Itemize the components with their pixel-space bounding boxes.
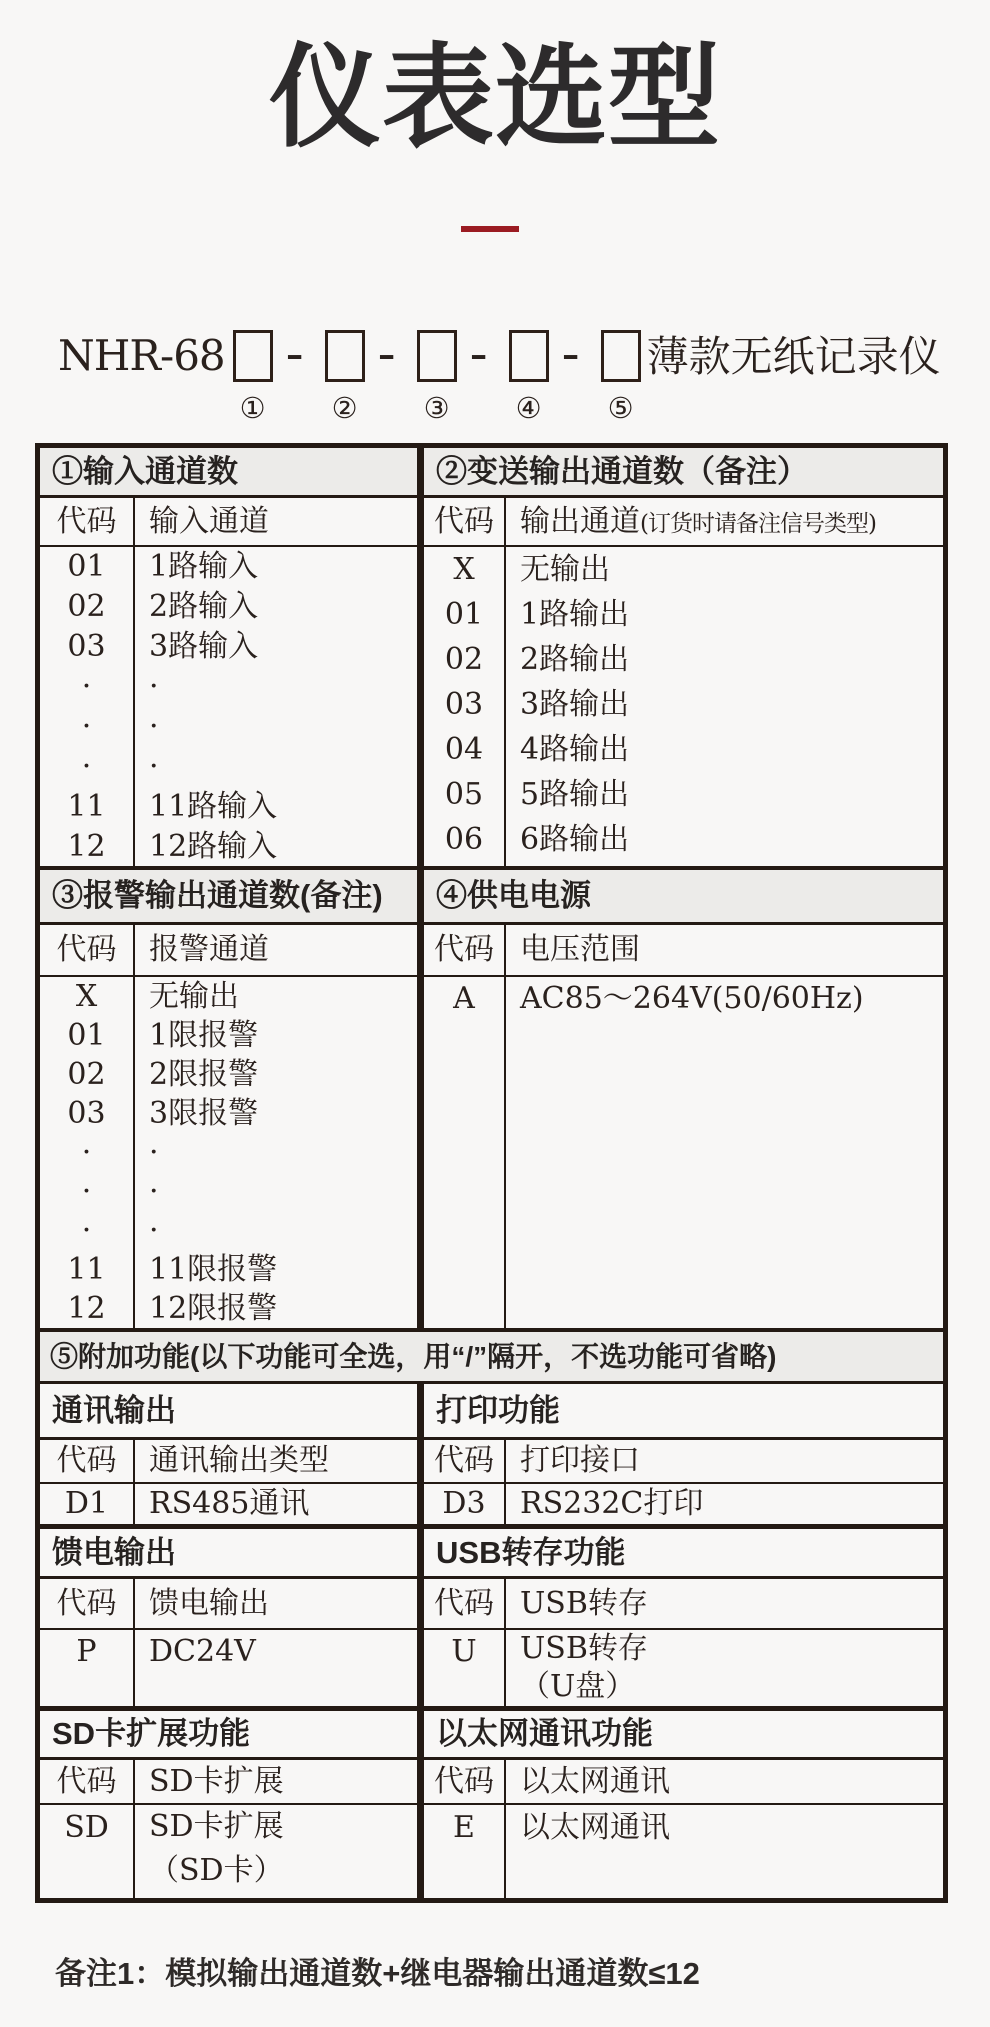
block3-right-desc xyxy=(506,1805,943,1898)
model-slot-3 xyxy=(417,330,457,423)
section5-title: ⑤附加功能(以下功能可全选，用“/”隔开，不选功能可省略) xyxy=(40,1332,943,1381)
block2-right-code-header: 代码 xyxy=(434,1586,494,1621)
block3-subheader-row xyxy=(40,1760,943,1803)
center-divider xyxy=(417,1440,424,1482)
footnote-remark1: 备注1：模拟输出通道数+继电器输出通道数≤12 xyxy=(55,1956,700,1991)
sec3-desc-header: 报警通道 xyxy=(149,932,269,967)
block2-right-desc-header: USB转存 xyxy=(520,1586,648,1621)
sec1-code-header: 代码 xyxy=(56,504,117,539)
list-line: · xyxy=(81,1135,92,1170)
section5-header-row xyxy=(40,1332,943,1381)
block1-right-desc xyxy=(506,1484,943,1524)
block2-right-code: U xyxy=(451,1634,477,1669)
center-divider xyxy=(417,1484,424,1524)
list-line: 12限报警 xyxy=(149,1291,278,1326)
section1-title: ①输入通道数 xyxy=(40,448,417,495)
center-divider xyxy=(417,498,424,545)
slot-number-label: ⑤ xyxy=(607,391,634,425)
block1-subheader-row xyxy=(40,1440,943,1482)
slot-number-label: ① xyxy=(239,391,266,425)
model-slot-box xyxy=(417,330,457,382)
center-divider xyxy=(417,547,424,866)
list-line: 1限报警 xyxy=(149,1018,259,1053)
list-line: RS232C打印 xyxy=(520,1486,704,1521)
list-line: · xyxy=(149,709,159,744)
list-line: 11 xyxy=(67,789,106,824)
model-slot-2 xyxy=(325,330,365,423)
model-dash: – xyxy=(562,335,580,375)
list-line: 05 xyxy=(444,777,484,812)
list-line: 01 xyxy=(67,1018,106,1053)
block3-right-desc-header: 以太网通讯 xyxy=(520,1764,670,1799)
list-line: 11 xyxy=(67,1252,106,1287)
section34-body xyxy=(40,977,943,1328)
section4-title: ④供电电源 xyxy=(424,870,943,922)
list-line: RS485通讯 xyxy=(149,1486,310,1521)
list-line: 03 xyxy=(67,629,106,664)
sec4-code-value: A xyxy=(453,981,475,1016)
slot-number-label: ④ xyxy=(515,391,542,425)
list-line: 无输出 xyxy=(149,979,239,1014)
list-line: 01 xyxy=(67,549,106,584)
center-divider xyxy=(417,977,424,1328)
sec4-code-header: 代码 xyxy=(434,932,494,967)
list-line: 04 xyxy=(444,732,484,767)
block1-right-code-header: 代码 xyxy=(434,1443,494,1478)
block2-subheader-row xyxy=(40,1579,943,1628)
model-dash: – xyxy=(378,335,396,375)
list-line: · xyxy=(81,749,92,784)
block3-left-desc-header: SD卡扩展 xyxy=(149,1764,284,1799)
sec4-desc-value: AC85～264V(50/60Hz) xyxy=(520,981,864,1016)
list-line: X xyxy=(453,552,475,587)
block1-left-title: 通讯输出 xyxy=(52,1393,176,1428)
model-slot-1 xyxy=(233,330,273,423)
list-line: 02 xyxy=(67,1057,106,1092)
list-line: 无输出 xyxy=(520,552,610,587)
list-line: 4路输出 xyxy=(520,732,630,767)
block2-right-desc xyxy=(506,1630,943,1706)
section12-subheader-row xyxy=(40,498,943,545)
section34-subheader-row xyxy=(40,925,943,975)
center-divider xyxy=(417,1579,424,1628)
list-line: 3路输入 xyxy=(149,629,259,664)
list-line: DC24V xyxy=(149,1634,256,1669)
sec1-code-list xyxy=(40,547,133,866)
section12-header-row xyxy=(40,448,943,495)
list-line: 06 xyxy=(444,822,484,857)
list-line: 2路输出 xyxy=(520,642,630,677)
center-divider xyxy=(417,1529,424,1576)
sec3-code-header: 代码 xyxy=(56,932,117,967)
block2-left-title: 馈电输出 xyxy=(52,1535,176,1570)
model-dash: – xyxy=(470,335,488,375)
list-line: · xyxy=(149,749,159,784)
block1-right-desc-header: 打印接口 xyxy=(520,1443,640,1478)
list-line: 3限报警 xyxy=(149,1096,259,1131)
slot-number-label: ③ xyxy=(423,391,450,425)
list-line: （SD卡） xyxy=(149,1853,284,1888)
list-line: 03 xyxy=(444,687,484,722)
block3-title-row xyxy=(40,1711,943,1757)
block3-right-code: E xyxy=(453,1810,475,1845)
list-line: · xyxy=(149,1174,159,1209)
model-code-line xyxy=(58,330,941,423)
model-slot-box xyxy=(325,330,365,382)
section2-title: ②变送输出通道数（备注） xyxy=(424,448,943,495)
block1-left-code-header: 代码 xyxy=(56,1443,117,1478)
title-underline-rule xyxy=(461,226,519,232)
block1-right-title: 打印功能 xyxy=(436,1393,560,1428)
sec2-desc-list xyxy=(506,547,943,866)
sec2-code-list xyxy=(424,547,504,866)
list-line: 02 xyxy=(67,589,106,624)
sec2-code-header: 代码 xyxy=(434,504,494,539)
block3-left-desc xyxy=(135,1805,417,1898)
model-prefix: NHR-68 xyxy=(58,331,225,380)
block2-left-desc-header: 馈电输出 xyxy=(149,1586,269,1621)
list-line: 5路输出 xyxy=(520,777,630,812)
section3-title: ③报警输出通道数(备注) xyxy=(40,870,417,922)
block3-value-row xyxy=(40,1805,943,1898)
sec2-desc-note: (订货时请备注信号类型) xyxy=(640,511,876,537)
center-divider xyxy=(417,1711,424,1757)
model-slot-box xyxy=(509,330,549,382)
list-line: 1路输入 xyxy=(149,549,259,584)
center-divider xyxy=(417,925,424,975)
list-line: USB转存 xyxy=(520,1631,648,1666)
list-line: · xyxy=(81,1213,92,1248)
model-slot-box xyxy=(601,330,641,382)
block3-left-code: SD xyxy=(64,1810,109,1845)
list-line: · xyxy=(149,1213,159,1248)
sec4-desc-header: 电压范围 xyxy=(520,932,640,967)
model-slot-4 xyxy=(509,330,549,423)
list-line: 6路输出 xyxy=(520,822,630,857)
list-line: 2路输入 xyxy=(149,589,259,624)
block3-right-title: 以太网通讯功能 xyxy=(436,1716,653,1751)
block3-left-code-header: 代码 xyxy=(56,1764,117,1799)
list-line: · xyxy=(149,1135,159,1170)
list-line: · xyxy=(149,669,159,704)
list-line: 11路输入 xyxy=(149,789,278,824)
center-divider xyxy=(417,1384,424,1437)
list-line: 3路输出 xyxy=(520,687,630,722)
block1-value-row xyxy=(40,1484,943,1524)
block3-left-title: SD卡扩展功能 xyxy=(52,1716,251,1751)
list-line: 12 xyxy=(67,829,106,864)
list-line: （U盘） xyxy=(520,1669,636,1704)
center-divider xyxy=(417,448,424,495)
list-line: 1路输出 xyxy=(520,597,630,632)
center-divider xyxy=(417,1760,424,1803)
block2-value-row xyxy=(40,1630,943,1706)
model-slot-box xyxy=(233,330,273,382)
model-suffix: 薄款无纸记录仪 xyxy=(646,332,941,381)
block2-left-code: P xyxy=(76,1634,97,1669)
slot-number-label: ② xyxy=(331,391,358,425)
block2-title-row xyxy=(40,1529,943,1576)
list-line: 03 xyxy=(67,1096,106,1131)
block1-right-code: D3 xyxy=(442,1486,486,1521)
list-line: 02 xyxy=(444,642,484,677)
block2-right-title: USB转存功能 xyxy=(436,1535,626,1570)
block2-left-code-header: 代码 xyxy=(56,1586,117,1621)
selection-table xyxy=(35,443,948,1903)
sec2-desc-header: 输出通道(订货时请备注信号类型) xyxy=(520,504,876,539)
center-divider xyxy=(417,1630,424,1706)
list-line: 12 xyxy=(67,1291,106,1326)
center-divider xyxy=(417,1805,424,1898)
list-line: · xyxy=(81,669,92,704)
center-divider xyxy=(417,870,424,922)
list-line: 12路输入 xyxy=(149,829,278,864)
block1-left-code: D1 xyxy=(64,1486,109,1521)
list-line: · xyxy=(81,709,92,744)
section12-body xyxy=(40,547,943,866)
block1-left-desc-header: 通讯输出类型 xyxy=(149,1443,329,1478)
list-line: · xyxy=(81,1174,92,1209)
section34-header-row xyxy=(40,870,943,922)
list-line: 以太网通讯 xyxy=(520,1810,670,1845)
list-line: X xyxy=(75,979,98,1014)
model-dash: – xyxy=(286,335,304,375)
sec1-desc-header: 输入通道 xyxy=(149,504,269,539)
block1-title-row xyxy=(40,1384,943,1437)
page-title: 仪表选型 xyxy=(269,35,721,160)
sec3-code-list xyxy=(40,977,133,1328)
list-line: 11限报警 xyxy=(149,1252,278,1287)
block1-left-desc xyxy=(135,1484,417,1524)
list-line: 2限报警 xyxy=(149,1057,259,1092)
list-line: 01 xyxy=(444,597,484,632)
sec3-desc-list xyxy=(135,977,417,1328)
block3-right-code-header: 代码 xyxy=(434,1764,494,1799)
model-slot-5 xyxy=(601,330,641,423)
block2-left-desc xyxy=(135,1630,417,1706)
list-line: SD卡扩展 xyxy=(149,1809,284,1844)
sec1-desc-list xyxy=(135,547,417,866)
